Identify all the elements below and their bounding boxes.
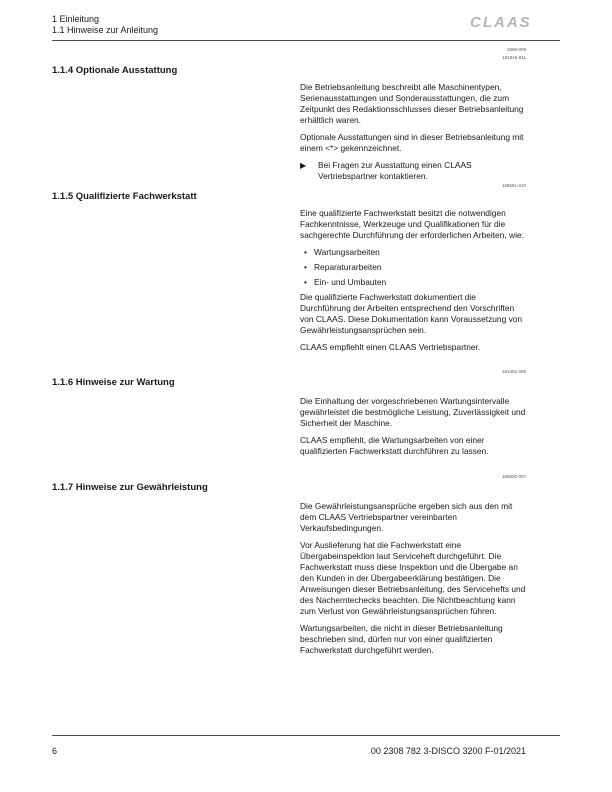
bullet-icon: • [304,277,307,287]
claas-logo [468,14,558,30]
list-item: • Ein- und Umbauten [304,277,387,287]
bullet-list [300,247,528,288]
arrow-right-icon: ▶ [300,161,307,170]
paragraph: Die qualifizierte Fachwerkstatt dokumentiert die Durchführung der Arbeiten entsprechend den Vorschriften von CLAAS. Diese Dokumentation kann Voraussetzung von Gewährleistungsansprüchen sein. [300,292,523,335]
bullet-icon: • [304,262,307,272]
section-title-1-1-7: 1.1.7 Hinweise zur Gewährleistung [52,482,208,493]
header-divider [52,40,560,41]
footer-divider [52,735,560,736]
section-body-1-1-5 [300,208,528,359]
section-body-1-1-7 [300,501,528,662]
paragraph: Eine qualifizierte Fachwerkstatt besitzt die notwendigen Fachkenntnisse, Werkzeuge und Qualifikationen für die sachgerechte Durchführung der erforderlichen Arbeiten, wie: [300,208,524,240]
section-body-1-1-4 [300,82,528,188]
page-number: 6 [52,746,58,756]
paragraph: CLAAS empfiehlt, die Wartungsarbeiten von einer qualifizierten Fachwerkstatt durchführen zu lassen. [300,435,489,456]
doc-code: 169620-007 [501,474,526,479]
paragraph: Die Gewährleistungsansprüche ergeben sich aus den mit dem CLAAS Vertriebspartner vereinbarten Verkaufsbedingungen. [300,501,513,533]
header-section: 1.1 Hinweise zur Anleitung [52,25,159,35]
section-title-1-1-5: 1.1.5 Qualifizierte Fachwerkstatt [52,191,197,202]
paragraph: Die Einhaltung der vorgeschriebenen Wartungsintervalle gewährleistet die bestmögliche Leistung, Zuverlässigkeit und Sicherheit der Maschine. [300,396,526,428]
doc-code: 2666-009 [506,47,526,52]
list-item: • Wartungsarbeiten [304,247,380,257]
document-id: 00 2308 782 3-DISCO 3200 F-01/2021 [370,746,526,756]
brand-wordmark: CLAAS [470,14,532,30]
doc-code: 161016-011 [502,55,526,60]
doc-code: 161401-009 [501,369,526,374]
list-item: • Reparaturarbeiten [304,262,382,272]
paragraph: Vor Auslieferung hat die Fachwerkstatt eine Übergabeinspektion laut Serviceheft durchgeführt. Die Fachwerkstatt muss diese Inspektion und die Übergabe an den Kunden in der Übergabeerklärung bestätigen. Die Anweisungen dieser Betriebsanleitung, des Servicehefts und des Nacherntechecks beachten. Die Nichtbeachtung kann zum Verlust von Gewährleistungsansprüchen führen. [300,540,526,616]
section-body-1-1-6 [300,396,528,463]
paragraph: CLAAS empfiehlt einen CLAAS Vertriebspartner. [300,342,481,352]
section-title-1-1-6: 1.1.6 Hinweise zur Wartung [52,377,175,388]
bullet-icon: • [304,247,307,257]
header-chapter: 1 Einleitung [52,14,100,24]
action-text: Bei Fragen zur Ausstattung einen CLAAS Vertriebspartner kontaktieren. [318,160,472,181]
paragraph: Wartungsarbeiten, die nicht in dieser Betriebsanleitung beschrieben sind, dürfen nur von einer qualifizierten Fachwerkstatt durchgeführt werden. [300,623,503,655]
section-title-1-1-4: 1.1.4 Optionale Ausstattung [52,65,178,76]
doc-code: 158561-010 [501,183,526,188]
action-step [300,160,528,182]
paragraph: Die Betriebsanleitung beschreibt alle Maschinentypen, Serienausstattungen und Sonderausstattungen, die zum Zeitpunkt des Redaktionsschlusses dieser Betriebsanleitung erhältlich waren. [300,82,524,125]
paragraph: Optionale Ausstattungen sind in dieser Betriebsanleitung mit einem <*> gekennzeichnet. [300,132,524,153]
